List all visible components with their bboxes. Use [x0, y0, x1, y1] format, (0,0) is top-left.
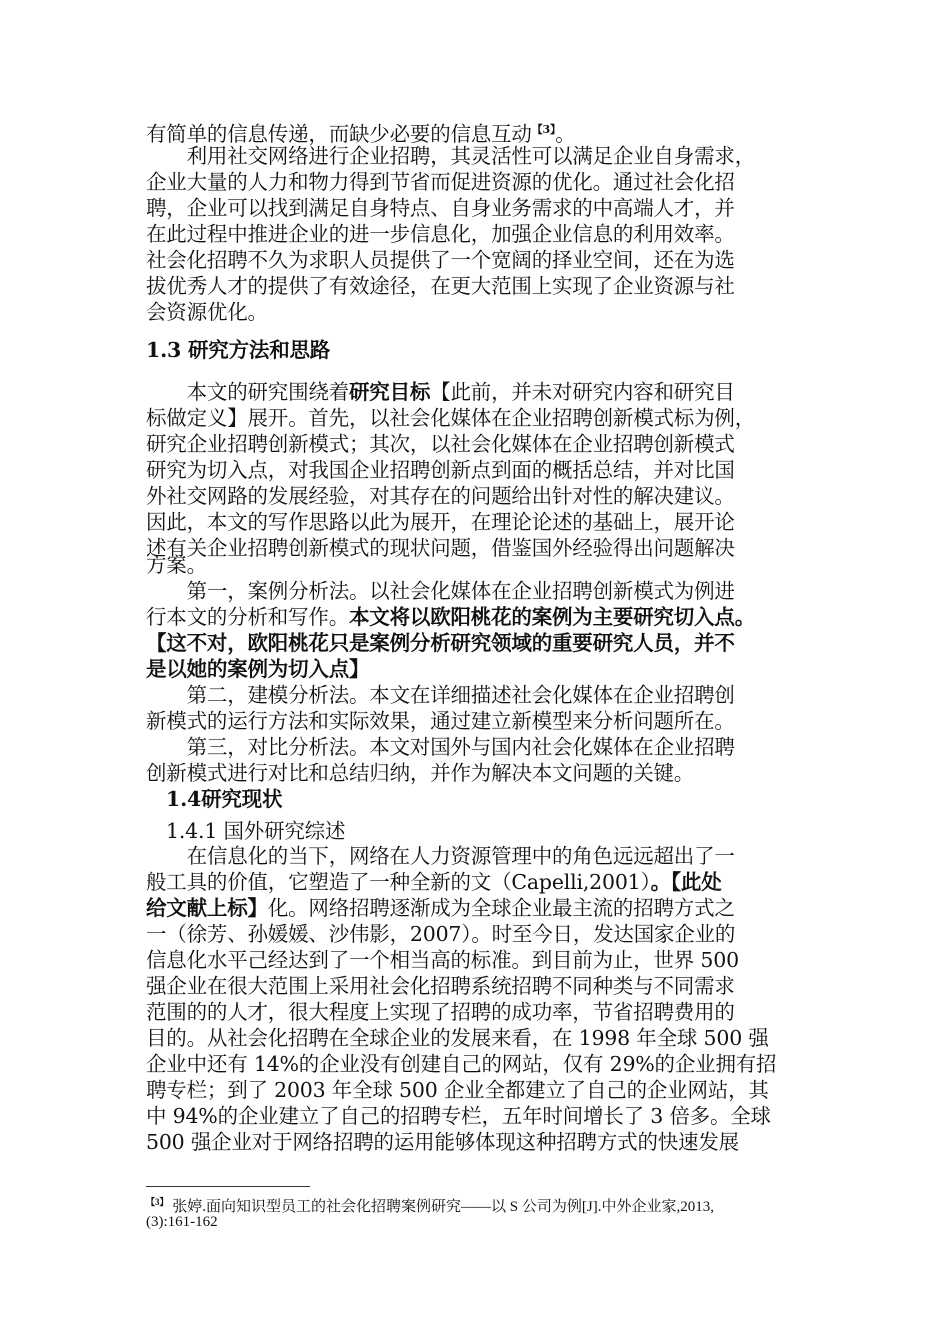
text-line: [146, 869, 816, 895]
section-heading: 1.3 研究方法和思路: [146, 338, 331, 362]
text-line: 【这不对，欧阳桃花只是案例分析研究领域的重要研究人员，并不: [146, 631, 735, 655]
text: 本文的研究围绕着: [146, 380, 349, 404]
text-line: 第二，建模分析法。本文在详细描述社会化媒体在企业招聘创: [146, 683, 735, 707]
text-line: 聘专栏；到了 2003 年全球 500 企业全都建立了自己的企业网站，其: [146, 1078, 769, 1102]
text-line: 企业中还有 14%的企业没有创建自己的网站，仅有 29%的企业拥有招: [146, 1052, 777, 1076]
text-line: 中 94%的企业建立了自己的招聘专栏，五年时间增长了 3 倍多。全球: [146, 1104, 771, 1128]
section-heading: 1.4研究现状: [166, 787, 283, 811]
text-line: 在信息化的当下，网络在人力资源管理中的角色远远超出了一: [146, 844, 735, 868]
text-line: [146, 895, 816, 921]
bold-text: 给文献上标】: [146, 896, 268, 920]
text-line: 目的。从社会化招聘在全球企业的发展来看，在 1998 年全球 500 强: [146, 1026, 769, 1050]
bold-text: 研究目标: [349, 380, 431, 404]
footnote-marker: 【3】: [146, 1197, 169, 1207]
text-line: 标做定义】展开。首先，以社会化媒体在企业招聘创新模式标为例，: [146, 406, 755, 430]
footnote-reference[interactable]: 【3】: [531, 123, 556, 136]
text-line: 第三，对比分析法。本文对国外与国内社会化媒体在企业招聘: [146, 735, 735, 759]
text-line: 因此，本文的写作思路以此为展开，在理论论述的基础上，展开论: [146, 510, 735, 534]
text-line: [146, 604, 816, 630]
text-line: 是以她的案例为切入点】: [146, 657, 370, 681]
text-line: 社会化招聘不久为求职人员提供了一个宽阔的择业空间，还在为选: [146, 248, 735, 272]
text-line: 拔优秀人才的提供了有效途径，在更大范围上实现了企业资源与社: [146, 274, 735, 298]
text-line: 信息化水平己经达到了一个相当高的标准。到目前为止，世界 500: [146, 948, 739, 972]
text-line: 研究企业招聘创新模式；其次，以社会化媒体在企业招聘创新模式: [146, 432, 735, 456]
text-line: 利用社交网络进行企业招聘，其灵活性可以满足企业自身需求，: [146, 144, 755, 168]
text-line: 外社交网路的发展经验，对其存在的问题给出针对性的解决建议。: [146, 484, 735, 508]
text-line: 第一，案例分析法。以社会化媒体在企业招聘创新模式为例进: [146, 579, 735, 603]
text-line: 在此过程中推进企业的进一步信息化，加强企业信息的利用效率。: [146, 222, 735, 246]
footnote-text: 张婷.面向知识型员工的社会化招聘案例研究——以 S 公司为例[J].中外企业家,2013,: [172, 1199, 714, 1215]
text-line: 会资源优化。: [146, 300, 268, 324]
text: 行本文的分析和写作。: [146, 605, 349, 629]
text-line: 新模式的运行方法和实际效果，通过建立新模型来分析问题所在。: [146, 709, 735, 733]
text-line: 方案。: [146, 553, 207, 577]
text-line: 强企业在很大范围上采用社会化招聘系统招聘不同种类与不同需求: [146, 974, 735, 998]
text-line: 研究为切入点，对我国企业招聘创新点到面的概括总结，并对比国: [146, 458, 735, 482]
text-line: 企业大量的人力和物力得到节省而促进资源的优化。通过社会化招: [146, 170, 735, 194]
text-line: 一（徐芳、孙媛媛、沙伟影，2007）。时至今日，发达国家企业的: [146, 922, 736, 946]
bold-text: 本文将以欧阳桃花的案例为主要研究切入点。: [349, 605, 755, 629]
text: 。: [555, 122, 576, 146]
text: 有简单的信息传递，而缺少必要的信息互动: [146, 122, 532, 146]
text-line: 500 强企业对于网络招聘的运用能够体现这种招聘方式的快速发展: [146, 1130, 739, 1154]
bold-text: 。【此处: [650, 870, 722, 894]
footnote-continuation: (3):161-162: [146, 1214, 218, 1230]
footnote-separator: [146, 1186, 310, 1187]
text: 【此前，并未对研究内容和研究目: [430, 380, 735, 404]
text-line: 述有关企业招聘创新模式的现状问题，借鉴国外经验得出问题解决: [146, 536, 735, 560]
text: 般工具的价值，它塑造了一种全新的文（Capelli,2001）: [146, 870, 651, 894]
text-line: 创新模式进行对比和总结归纳，并作为解决本文问题的关键。: [146, 761, 695, 785]
text: 化。网络招聘逐渐成为全球企业最主流的招聘方式之: [267, 896, 735, 920]
text-line: 范围的的人才，很大程度上实现了招聘的成功率，节省招聘费用的: [146, 1000, 735, 1024]
text-line: 聘，企业可以找到满足自身特点、自身业务需求的中高端人才，并: [146, 196, 735, 220]
subsection-heading: 1.4.1 国外研究综述: [166, 819, 346, 843]
text-line: [146, 379, 816, 405]
